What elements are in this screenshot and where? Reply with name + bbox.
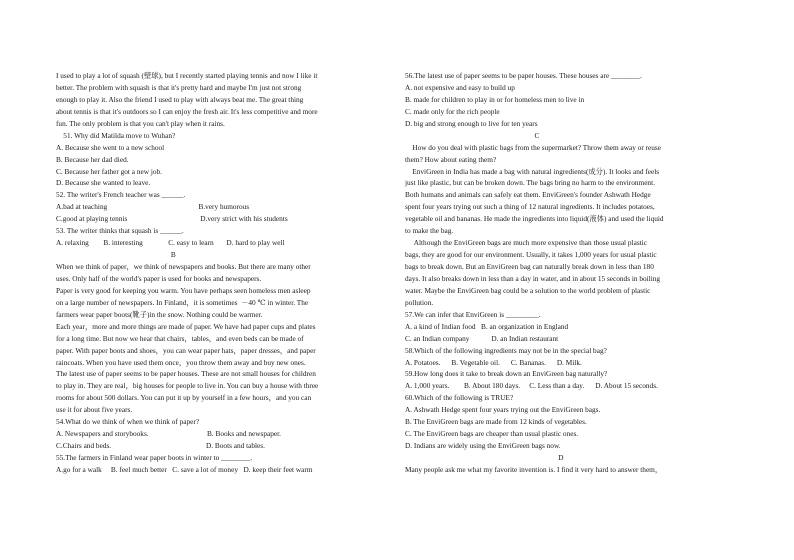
option-line: B. made for children to play in or for homeless men to live in xyxy=(405,94,585,104)
text-line: them? How about eating them? xyxy=(405,154,497,164)
option-line: C. The EnviGreen bags are cheaper than usual plastic ones. xyxy=(405,429,579,439)
text-line: farmers wear paper boots(靴子)in the snow. Nothing could be warmer. xyxy=(56,309,263,319)
text-line: When we think of paper，we think of newspapers and books. But there are many other xyxy=(56,262,311,271)
text-line: on a large number of newspapers. In Finland，it is sometimes －40 ℃ in winter. The xyxy=(56,297,309,307)
option-line: A. Potatoes. B. Vegetable oil. C. Bananas. D. Milk. xyxy=(405,357,582,367)
text-line: for a long time. But now we hear that chairs，tables，and even beds can be made of xyxy=(56,333,304,343)
text-line: about tennis is that it's outdoors so I can enjoy the fresh air. It's less competitive and more xyxy=(56,106,318,116)
text-line: bags to break down. But an EnviGreen bag can naturally break down in less than 180 xyxy=(405,262,654,271)
left-column xyxy=(56,70,389,476)
text-line: to play in. They are real，big houses for people to live in. You can buy a house with three xyxy=(56,381,319,391)
text-line: fun. The only problem is that you can't play when it rains. xyxy=(56,118,225,128)
option-line: A. a kind of Indian food B. an organization in England xyxy=(405,321,569,331)
text-line: better. The problem with squash is that it's pretty hard and maybe I'm just not strong xyxy=(56,82,302,92)
text-line: enough to play it. Also the friend I used to play with always beat me. The great thing xyxy=(56,94,304,104)
text-line: vegetable oil and bananas. He made the ingredients into liquid(液体) and used the liquid xyxy=(405,214,664,224)
question-line: 55.The farmers in Finland wear paper boots in winter to ________. xyxy=(56,453,253,462)
text-line: Paper is very good for keeping you warm. You have perhaps seen homeless men asleep xyxy=(56,285,311,295)
text-line: paper. With paper boots and shoes，you can wear paper hats，paper dresses，and paper xyxy=(56,345,316,355)
section-heading: D xyxy=(405,453,564,462)
option-line: C.Chairs and beds. D. Boots and tables. xyxy=(56,441,265,451)
text-line: uses. Only half of the world's paper is used for books and newspapers. xyxy=(56,273,262,283)
question-line: 60.Which of the following is TRUE? xyxy=(405,393,514,403)
option-line: D. Indians are widely using the EnviGreen bags now. xyxy=(405,441,561,451)
text-line: days. It also breaks down in less than a day in water, and in about 15 seconds in boiling xyxy=(405,273,661,283)
option-line: C. an Indian company D. an Indian restaurant xyxy=(405,333,559,343)
text-line: rooms for about 500 dollars. You can put it up by yourself in a few hours，and you can xyxy=(56,393,312,403)
text-line: Many people ask me what my favorite invention is. I find it very hard to answer them， xyxy=(405,464,663,474)
right-column xyxy=(405,70,739,476)
question-line: 56.The latest use of paper seems to be paper houses. These houses are ________. xyxy=(405,71,642,80)
option-line: A. Newspapers and storybooks. B. Books and newspaper. xyxy=(56,429,281,439)
section-heading: B xyxy=(56,250,176,260)
section-heading: C xyxy=(405,130,540,140)
question-line: 59.How long does it take to break down an EnviGreen bag naturally? xyxy=(405,369,608,379)
question-line: 52. The writer's French teacher was ______. xyxy=(56,190,186,200)
option-line: A. relaxing B. interesting C. easy to learn D. hard to play well xyxy=(56,238,285,248)
text-line: spent four years trying out such a thing of 12 natural ingredients. It includes potatoes, xyxy=(405,202,655,212)
option-line: D. Because she wanted to leave. xyxy=(56,178,151,188)
option-line: A.go for a walk B. feel much better C. save a lot of money D. keep their feet warm xyxy=(56,464,313,474)
question-line: 51. Why did Matilda move to Wuhan? xyxy=(56,130,176,140)
option-line: A. Because she went to a new school xyxy=(56,142,165,152)
text-line: bags, they are good for our environment. Usually, it takes 1,000 years for usual plastic xyxy=(405,250,657,260)
question-line: 54.What do we think of when we think of paper? xyxy=(56,417,200,427)
option-line: C. made only for the rich people xyxy=(405,106,500,116)
text-line: water. Maybe the EnviGreen bag could be a solution to the world problem of plastic xyxy=(405,285,651,295)
option-line: B. Because her dad died. xyxy=(56,154,129,164)
text-line: to make the bag. xyxy=(405,226,454,236)
option-line: C.good at playing tennis D.very strict with his students xyxy=(56,214,288,224)
question-line: 53. The writer thinks that squash is ______. xyxy=(56,226,184,236)
option-line: A.bad at teaching B.very humorous xyxy=(56,202,250,212)
text-line: I used to play a lot of squash (壁球), but I recently started playing tennis and now I like it xyxy=(56,71,318,80)
text-line: Each year，more and more things are made of paper. We have had paper cups and plates xyxy=(56,321,316,331)
text-line: pollution. xyxy=(405,297,434,307)
option-line: A. Ashwath Hedge spent four years trying out the EnviGreen bags. xyxy=(405,405,601,415)
text-line: The latest use of paper seems to be paper houses. These are not small houses for children xyxy=(56,369,316,379)
option-line: C. Because her father got a new job. xyxy=(56,166,162,176)
question-line: 58.Which of the following ingredients may not be in the special bag? xyxy=(405,345,607,355)
text-line: raincoats. When you have used them once，you throw them away and buy new ones. xyxy=(56,357,306,367)
text-line: Although the EnviGreen bags are much more expensive than those usual plastic xyxy=(405,238,647,248)
option-line: A. 1,000 years. B. About 180 days. C. Less than a day. D. About 15 seconds. xyxy=(405,381,658,391)
text-line: How do you deal with plastic bags from the supermarket? Throw them away or reuse xyxy=(405,142,661,152)
text-line: EnviGreen in India has made a bag with natural ingredients(成分). It looks and feels xyxy=(405,166,660,176)
text-line: just like plastic, but can be broken down. The bags bring no harm to the environment. xyxy=(405,178,655,188)
option-line: B. The EnviGreen bags are made from 12 kinds of vegetables. xyxy=(405,417,587,427)
text-line: use it for about five years. xyxy=(56,405,133,415)
option-line: A. not expensive and easy to build up xyxy=(405,82,515,92)
question-line: 57.We can infer that EnviGreen is _________. xyxy=(405,309,541,319)
text-line: Both humans and animals can safely eat them. EnviGreen's founder Ashwath Hedge xyxy=(405,190,651,200)
option-line: D. big and strong enough to live for ten years xyxy=(405,118,538,128)
